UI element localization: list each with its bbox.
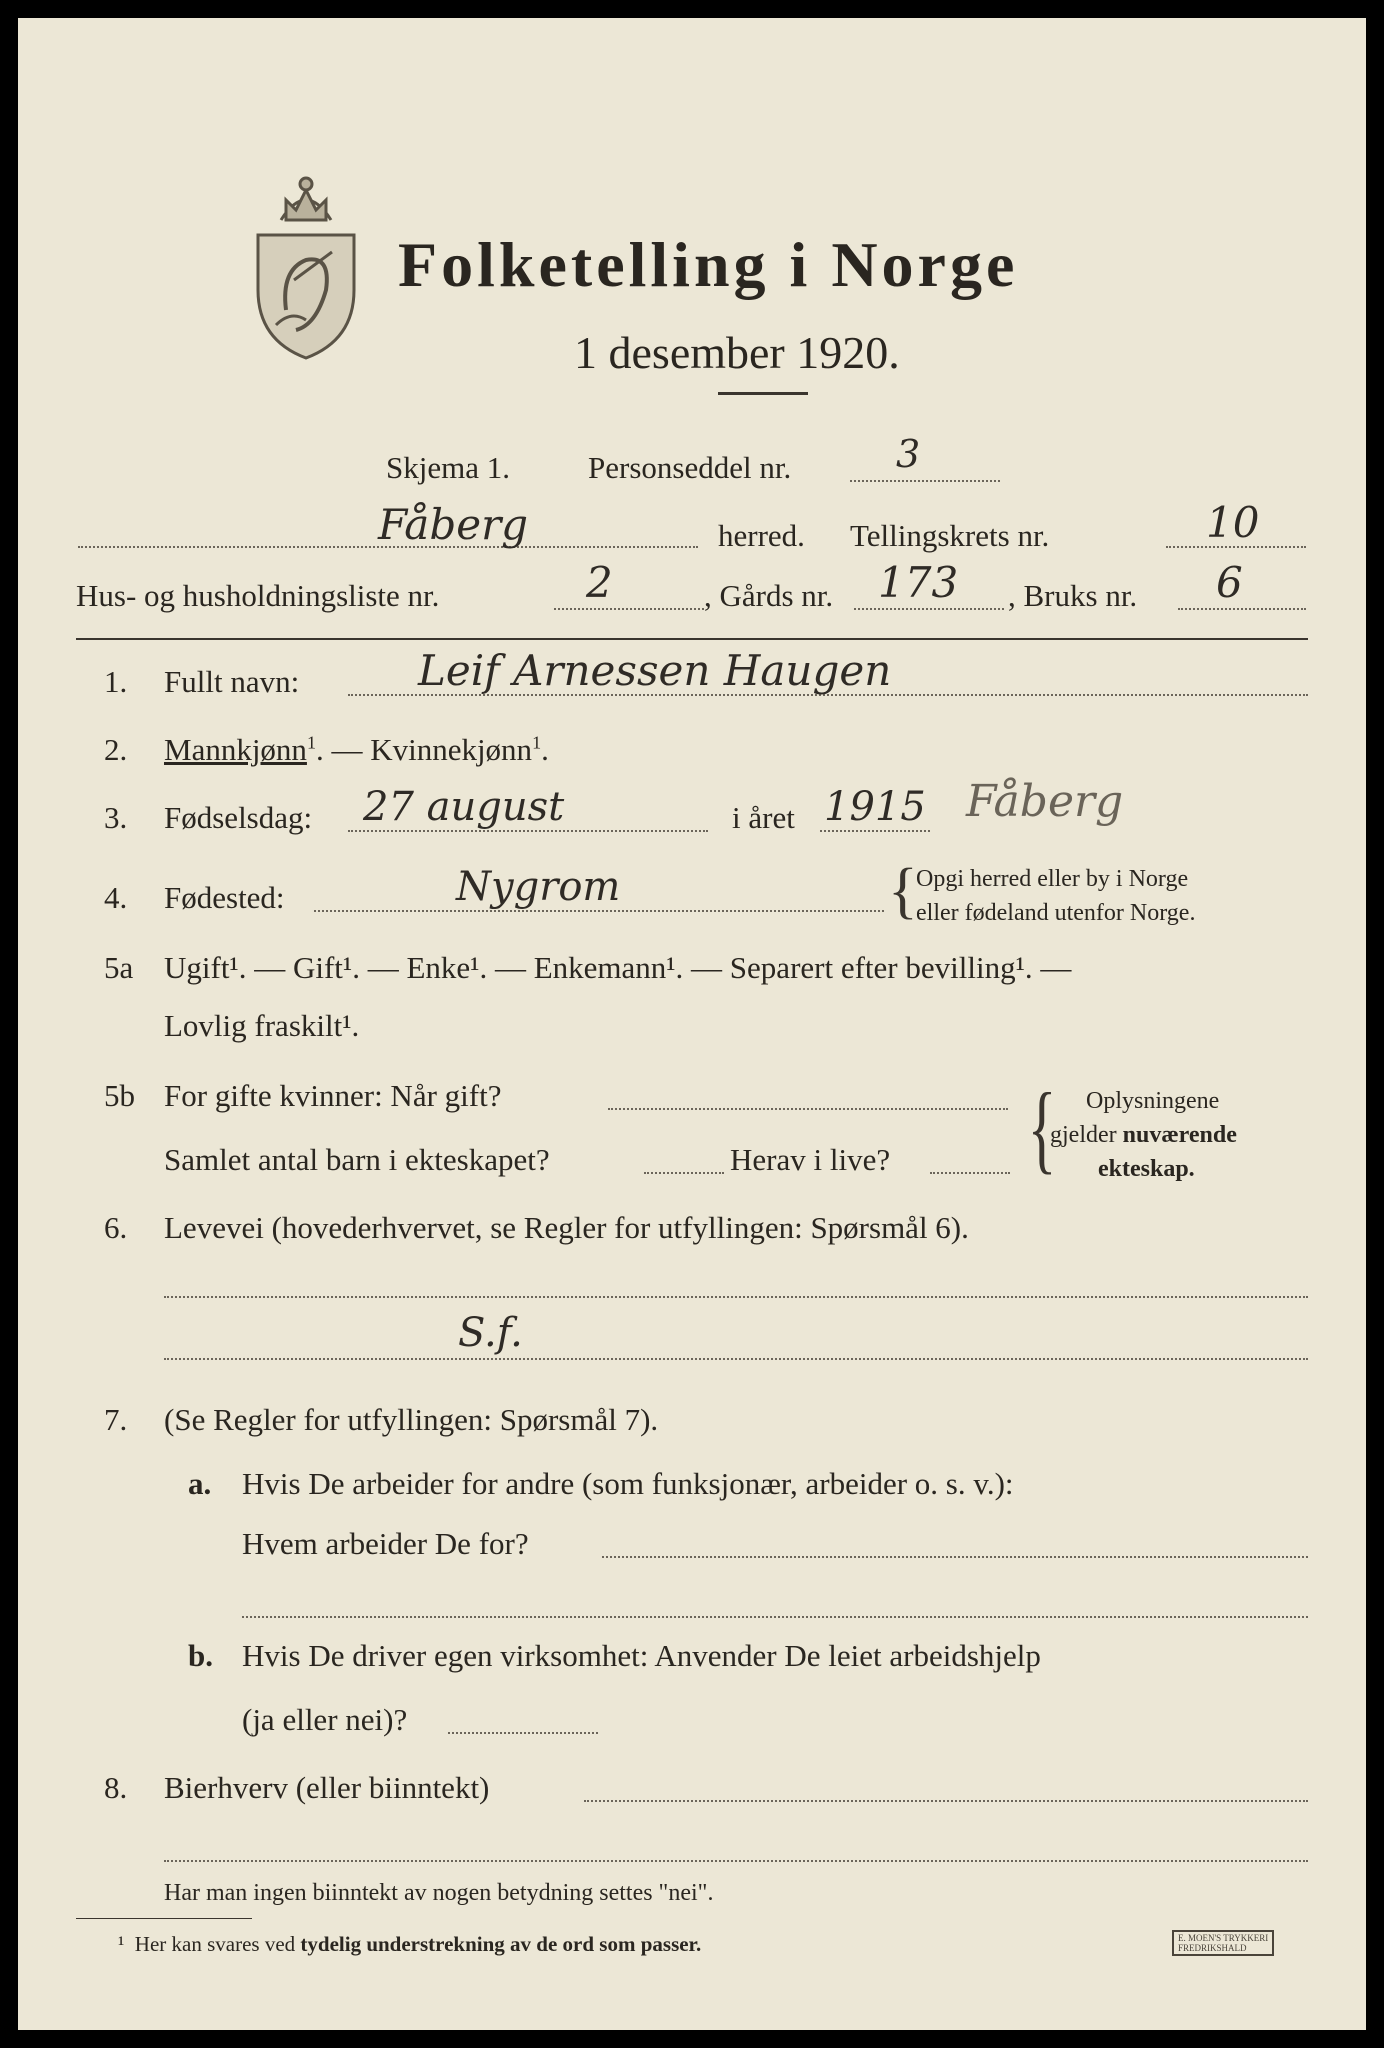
footnote: ¹ Her kan svares ved tydelig understrekning av de ord som passer. bbox=[118, 1932, 702, 1956]
personseddel-value[interactable]: 3 bbox=[896, 432, 921, 476]
q1-label: Fullt navn: bbox=[164, 664, 300, 699]
q5b-children: Samlet antal barn i ekteskapet? bbox=[164, 1142, 550, 1177]
coat-of-arms-icon bbox=[236, 160, 376, 365]
herred-label: herred. bbox=[718, 518, 805, 553]
header-separator bbox=[76, 638, 1308, 640]
q7b-yes-no-label: (ja eller nei)? bbox=[242, 1702, 408, 1737]
q6-line-1 bbox=[164, 1296, 1308, 1298]
q5b-children-line bbox=[644, 1172, 724, 1174]
tellingskrets-label: Tellingskrets nr. bbox=[850, 518, 1050, 553]
q8-line-2[interactable] bbox=[164, 1860, 1308, 1862]
q6-number: 6. bbox=[104, 1210, 128, 1245]
q3-year-line bbox=[820, 830, 930, 832]
male-option[interactable]: Mannkjønn bbox=[164, 732, 307, 767]
q7-number: 7. bbox=[104, 1402, 128, 1437]
q5b-note-3: ekteskap. bbox=[1098, 1156, 1195, 1182]
q5b-when-line bbox=[608, 1108, 1008, 1110]
q6-line-2 bbox=[164, 1358, 1308, 1360]
q5b-note-1: Oplysningene bbox=[1086, 1088, 1220, 1114]
bruks-line bbox=[1178, 608, 1306, 610]
q7-label: (Se Regler for utfyllingen: Spørsmål 7). bbox=[164, 1402, 659, 1437]
q1-number: 1. bbox=[104, 664, 128, 699]
gards-value[interactable]: 173 bbox=[878, 558, 959, 607]
female-option[interactable]: Kvinnekjønn bbox=[370, 732, 533, 767]
q3-number: 3. bbox=[104, 800, 128, 835]
q8-label: Bierhverv (eller biinntekt) bbox=[164, 1770, 490, 1805]
form-title: Folketelling i Norge bbox=[398, 229, 1019, 300]
census-date: 1 desember 1920. bbox=[574, 327, 900, 378]
gards-line bbox=[854, 608, 1004, 610]
herred-value[interactable]: Fåberg bbox=[378, 500, 529, 549]
q5b-alive-line bbox=[930, 1172, 1010, 1174]
q2-number: 2. bbox=[104, 732, 128, 767]
q7b-letter: b. bbox=[188, 1638, 213, 1673]
q7a-extra-line[interactable] bbox=[242, 1616, 1308, 1618]
full-name-value[interactable]: Leif Arnessen Haugen bbox=[418, 646, 892, 695]
q3-date-line bbox=[348, 830, 708, 832]
q7a-employer-line[interactable] bbox=[602, 1556, 1308, 1558]
q5b-note-2: gjelder nuværende bbox=[1050, 1122, 1237, 1148]
q7a-letter: a. bbox=[188, 1466, 212, 1501]
marital-status-options[interactable]: Ugift¹. — Gift¹. — Enke¹. — Enkemann¹. — Separert efter bevilling¹. — bbox=[164, 950, 1072, 985]
q7b-answer-line[interactable] bbox=[448, 1732, 598, 1734]
bruks-value[interactable]: 6 bbox=[1216, 558, 1243, 607]
husholdningsliste-value[interactable]: 2 bbox=[586, 558, 613, 607]
biinntekt-note: Har man ingen biinntekt av nogen betydning settes "nei". bbox=[164, 1880, 714, 1906]
personseddel-line bbox=[850, 480, 1000, 482]
footnote-rule bbox=[76, 1918, 252, 1919]
q3-label: Fødselsdag: bbox=[164, 800, 313, 835]
q5b-number: 5b bbox=[104, 1078, 135, 1113]
q4-number: 4. bbox=[104, 880, 128, 915]
q5b-married-when: For gifte kvinner: Når gift? bbox=[164, 1078, 502, 1113]
birth-year-value[interactable]: 1915 bbox=[824, 784, 926, 830]
q7a-question: Hvis De arbeider for andre (som funksjonær, arbeider o. s. v.): bbox=[242, 1466, 1014, 1501]
q7b-question: Hvis De driver egen virksomhet: Anvender De leiet arbeidshjelp bbox=[242, 1638, 1041, 1673]
q4-hint-1: Opgi herred eller by i Norge bbox=[916, 866, 1189, 892]
census-form-page bbox=[18, 18, 1366, 2030]
husholdningsliste-line bbox=[554, 608, 704, 610]
divorced-option[interactable]: Lovlig fraskilt¹. bbox=[164, 1008, 360, 1043]
title-divider bbox=[718, 392, 808, 395]
birthplace-note: Fåberg bbox=[966, 776, 1124, 827]
husholdningsliste-label: Hus- og husholdningsliste nr. bbox=[76, 578, 440, 613]
q4-brace: { bbox=[888, 857, 918, 925]
birthplace-value[interactable]: Nygrom bbox=[456, 864, 621, 910]
gards-label: , Gårds nr. bbox=[704, 578, 834, 613]
q8-number: 8. bbox=[104, 1770, 128, 1805]
q5a-number: 5a bbox=[104, 950, 134, 985]
q4-line bbox=[314, 910, 884, 912]
printer-stamp: E. MOEN'S TRYKKERI FREDRIKSHALD bbox=[1172, 1930, 1274, 1956]
q6-label: Levevei (hovederhvervet, se Regler for utfyllingen: Spørsmål 6). bbox=[164, 1210, 969, 1245]
q4-label: Fødested: bbox=[164, 880, 285, 915]
birthdate-value[interactable]: 27 august bbox=[363, 784, 565, 830]
q4-hint-2: eller fødeland utenfor Norge. bbox=[916, 900, 1196, 926]
q7a-employer-label: Hvem arbeider De for? bbox=[242, 1526, 529, 1561]
q8-line-1[interactable] bbox=[584, 1800, 1308, 1802]
personseddel-label: Personseddel nr. bbox=[588, 450, 792, 485]
tellingskrets-value[interactable]: 10 bbox=[1206, 498, 1260, 547]
q5b-brace: { bbox=[1027, 1072, 1057, 1183]
q2-sex-options: Mannkjønn$^1$. — Kvinnekjønn$^1$. bbox=[164, 732, 549, 767]
bruks-label: , Bruks nr. bbox=[1008, 578, 1138, 613]
skjema-label: Skjema 1. bbox=[386, 450, 510, 485]
q3-year-label: i året bbox=[732, 800, 795, 835]
occupation-value[interactable]: S.f. bbox=[458, 1310, 523, 1356]
q5b-alive: Herav i live? bbox=[730, 1142, 891, 1177]
